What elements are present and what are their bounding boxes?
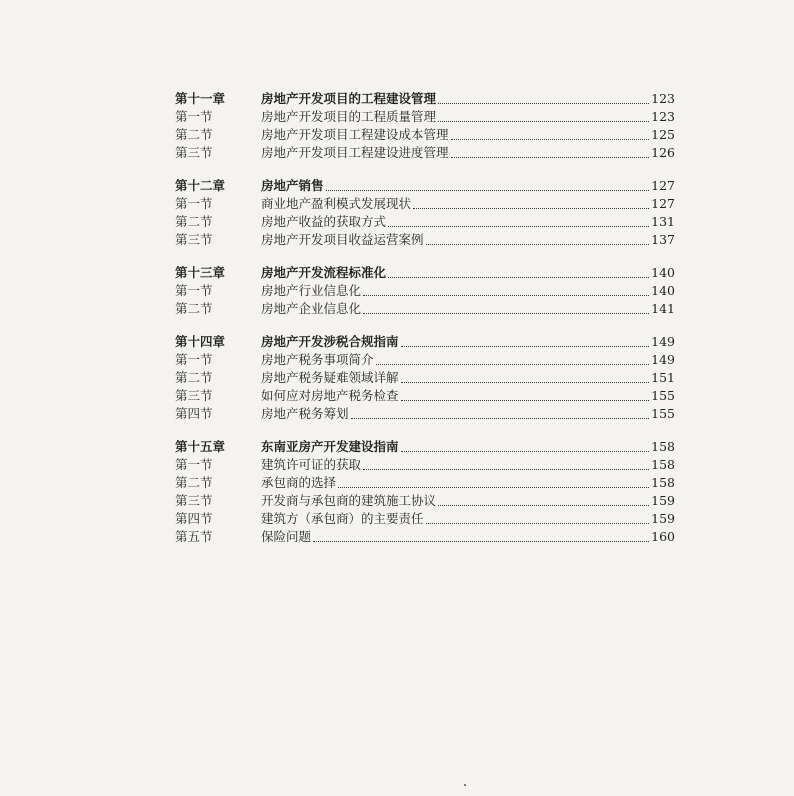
section-number: 第三节 bbox=[175, 145, 213, 160]
toc-chapter-heading[interactable] bbox=[175, 177, 675, 195]
dot-leader bbox=[401, 450, 650, 452]
page-number: 155 bbox=[651, 388, 675, 403]
dot-leader bbox=[388, 276, 649, 278]
toc-section-row[interactable] bbox=[175, 144, 675, 162]
dot-leader bbox=[438, 504, 649, 506]
page-number: 140 bbox=[651, 283, 675, 298]
page-number: 158 bbox=[651, 439, 675, 454]
section-title: 房地产开发项目工程建设成本管理 bbox=[261, 127, 449, 142]
section-title: 承包商的选择 bbox=[261, 475, 337, 490]
section-number: 第三节 bbox=[175, 388, 213, 403]
section-title: 房地产税务筹划 bbox=[261, 406, 349, 421]
page-number: 158 bbox=[651, 475, 675, 490]
toc-section-row[interactable] bbox=[175, 492, 675, 510]
dot-leader bbox=[401, 399, 650, 401]
toc-chapter-12 bbox=[175, 177, 675, 249]
page-number: 151 bbox=[651, 370, 675, 385]
section-title: 建筑许可证的获取 bbox=[261, 457, 362, 472]
toc-section-row[interactable] bbox=[175, 282, 675, 300]
section-number: 第四节 bbox=[175, 511, 213, 526]
toc-section-row[interactable] bbox=[175, 387, 675, 405]
toc-section-row[interactable] bbox=[175, 405, 675, 423]
dot-leader bbox=[438, 120, 649, 122]
dot-leader bbox=[376, 363, 650, 365]
dot-leader bbox=[363, 468, 649, 470]
page-number: 160 bbox=[651, 529, 675, 544]
section-title: 商业地产盈利模式发展现状 bbox=[261, 196, 412, 211]
page-number: 125 bbox=[651, 127, 675, 142]
toc-section-row[interactable] bbox=[175, 213, 675, 231]
toc-section-row[interactable] bbox=[175, 351, 675, 369]
page-number: 141 bbox=[651, 301, 675, 316]
section-title: 如何应对房地产税务检查 bbox=[261, 388, 399, 403]
page-number: 159 bbox=[651, 493, 675, 508]
section-number: 第二节 bbox=[175, 214, 213, 229]
toc-chapter-14 bbox=[175, 333, 675, 423]
toc-chapter-heading[interactable] bbox=[175, 333, 675, 351]
toc-section-row[interactable] bbox=[175, 108, 675, 126]
section-title: 房地产税务疑难领域详解 bbox=[261, 370, 399, 385]
chapter-title: 房地产开发涉税合规指南 bbox=[261, 334, 399, 349]
page-number: 126 bbox=[651, 145, 675, 160]
toc-section-row[interactable] bbox=[175, 369, 675, 387]
chapter-title: 房地产开发项目的工程建设管理 bbox=[261, 91, 437, 106]
page-number: 123 bbox=[651, 91, 675, 106]
toc-section-row[interactable] bbox=[175, 528, 675, 546]
chapter-title: 东南亚房产开发建设指南 bbox=[261, 439, 399, 454]
chapter-number: 第十二章 bbox=[175, 178, 226, 193]
page-number: 158 bbox=[651, 457, 675, 472]
section-number: 第一节 bbox=[175, 457, 213, 472]
dot-leader bbox=[451, 156, 650, 158]
section-title: 房地产开发项目工程建设进度管理 bbox=[261, 145, 449, 160]
dot-leader bbox=[451, 138, 650, 140]
toc-chapter-13 bbox=[175, 264, 675, 318]
chapter-number: 第十一章 bbox=[175, 91, 226, 106]
section-title: 房地产开发项目收益运营案例 bbox=[261, 232, 424, 247]
page-number: 149 bbox=[651, 352, 675, 367]
toc-section-row[interactable] bbox=[175, 231, 675, 249]
section-title: 房地产开发项目的工程质量管理 bbox=[261, 109, 437, 124]
toc-section-row[interactable] bbox=[175, 456, 675, 474]
page-number: 131 bbox=[651, 214, 675, 229]
section-number: 第一节 bbox=[175, 196, 213, 211]
section-title: 开发商与承包商的建筑施工协议 bbox=[261, 493, 437, 508]
dot-leader bbox=[401, 345, 650, 347]
chapter-title: 房地产销售 bbox=[261, 178, 324, 193]
dot-leader bbox=[363, 294, 649, 296]
section-number: 第三节 bbox=[175, 493, 213, 508]
section-title: 保险问题 bbox=[261, 529, 312, 544]
toc-section-row[interactable] bbox=[175, 300, 675, 318]
page-number: 155 bbox=[651, 406, 675, 421]
section-title: 建筑方（承包商）的主要责任 bbox=[261, 511, 424, 526]
toc-section-row[interactable] bbox=[175, 195, 675, 213]
toc-section-row[interactable] bbox=[175, 510, 675, 528]
page-number: 149 bbox=[651, 334, 675, 349]
chapter-title: 房地产开发流程标准化 bbox=[261, 265, 387, 280]
section-number: 第五节 bbox=[175, 529, 213, 544]
chapter-number: 第十三章 bbox=[175, 265, 226, 280]
chapter-number: 第十五章 bbox=[175, 439, 226, 454]
section-number: 第四节 bbox=[175, 406, 213, 421]
section-number: 第三节 bbox=[175, 232, 213, 247]
page-number: 123 bbox=[651, 109, 675, 124]
dot-leader bbox=[388, 225, 649, 227]
dot-leader bbox=[313, 540, 649, 542]
toc-chapter-15 bbox=[175, 438, 675, 546]
dot-leader bbox=[338, 486, 649, 488]
page-number: 127 bbox=[651, 196, 675, 211]
section-number: 第二节 bbox=[175, 475, 213, 490]
section-number: 第二节 bbox=[175, 127, 213, 142]
toc-chapter-heading[interactable] bbox=[175, 264, 675, 282]
dot-leader bbox=[363, 312, 649, 314]
dot-leader bbox=[438, 102, 649, 104]
toc-chapter-11 bbox=[175, 90, 675, 162]
dot-leader bbox=[326, 189, 650, 191]
toc-section-row[interactable] bbox=[175, 126, 675, 144]
toc-section-row[interactable] bbox=[175, 474, 675, 492]
dot-leader bbox=[351, 417, 650, 419]
page-number: 127 bbox=[651, 178, 675, 193]
toc-chapter-heading[interactable] bbox=[175, 90, 675, 108]
dot-leader bbox=[426, 522, 650, 524]
section-number: 第一节 bbox=[175, 109, 213, 124]
page-number: 137 bbox=[651, 232, 675, 247]
chapter-number: 第十四章 bbox=[175, 334, 226, 349]
toc-chapter-heading[interactable] bbox=[175, 438, 675, 456]
section-number: 第二节 bbox=[175, 370, 213, 385]
section-number: 第一节 bbox=[175, 283, 213, 298]
table-of-contents bbox=[175, 90, 675, 561]
dot-leader bbox=[426, 243, 650, 245]
page-number: 140 bbox=[651, 265, 675, 280]
dot-leader bbox=[413, 207, 649, 209]
page-number: 159 bbox=[651, 511, 675, 526]
section-title: 房地产行业信息化 bbox=[261, 283, 362, 298]
section-title: 房地产收益的获取方式 bbox=[261, 214, 387, 229]
dot-leader bbox=[401, 381, 650, 383]
section-number: 第一节 bbox=[175, 352, 213, 367]
section-title: 房地产企业信息化 bbox=[261, 301, 362, 316]
section-title: 房地产税务事项简介 bbox=[261, 352, 374, 367]
section-number: 第二节 bbox=[175, 301, 213, 316]
scan-speck bbox=[464, 784, 466, 786]
